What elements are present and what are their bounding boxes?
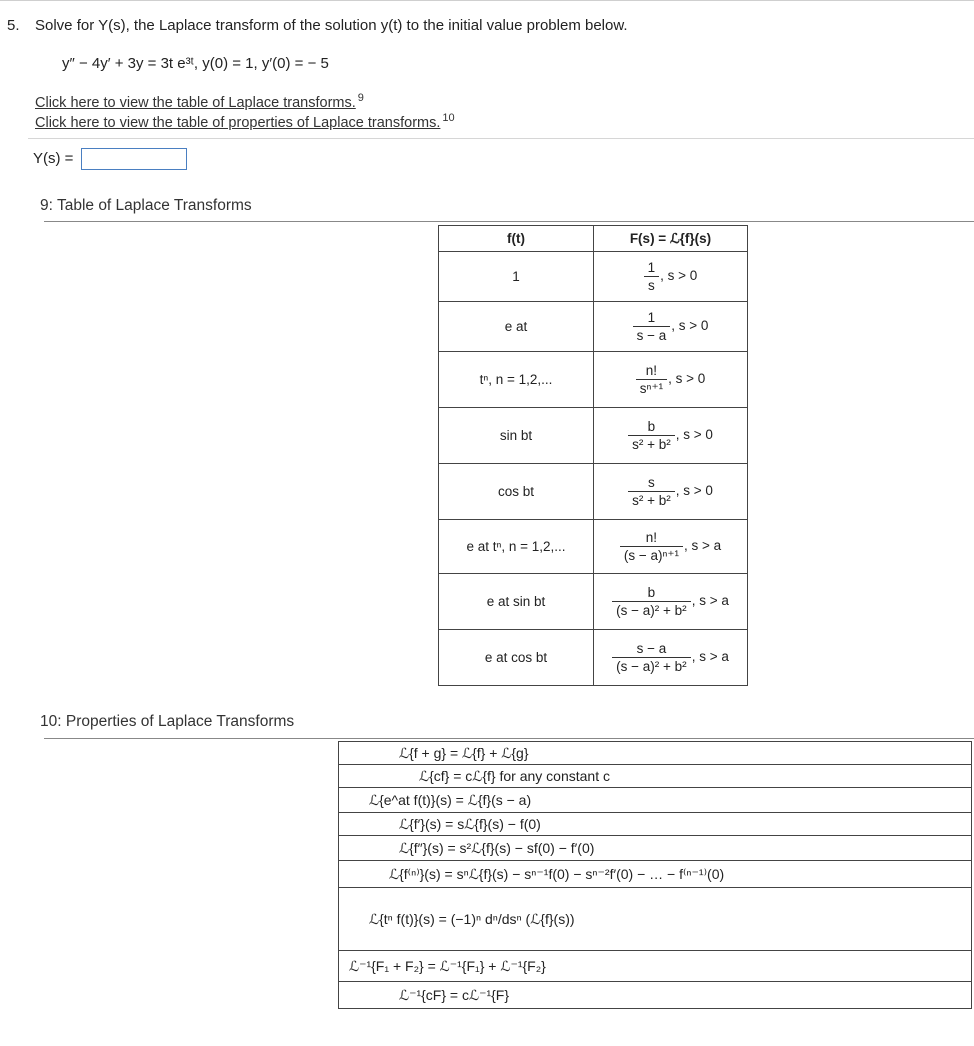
F-cell [594,302,748,352]
fraction [620,529,683,564]
F-cell [594,520,748,574]
property-row [339,813,972,836]
denominator: (s − a)ⁿ⁺¹ [623,548,680,563]
fraction [612,584,691,619]
property-row [339,982,972,1009]
fraction [636,362,667,397]
f-cell: sin bt [439,408,594,464]
denominator: s − a [636,328,667,343]
F-cell [594,574,748,630]
table-row [439,408,748,464]
numerator: 1 [633,309,671,327]
property-row [339,742,972,765]
property-row [339,836,972,861]
property-row [339,888,972,951]
property-cell: ℒ{f + g} = ℒ{f} + ℒ{g} [339,742,972,765]
condition: , s > 0 [668,371,706,387]
condition: , s > 0 [675,427,713,443]
denominator: s² + b² [632,493,671,508]
f-cell: e at cos bt [439,630,594,686]
f-cell: e at sin bt [439,574,594,630]
section-divider [44,221,974,222]
table-row [439,520,748,574]
numerator: n! [620,529,683,547]
question-text: Solve for Y(s), the Laplace transform of the solution y(t) to the initial value problem below. [35,17,628,34]
condition: , s > 0 [660,268,698,284]
F-cell [594,252,748,302]
table-row [439,464,748,520]
property-cell: ℒ⁻¹{F₁ + F₂} = ℒ⁻¹{F₁} + ℒ⁻¹{F₂} [339,951,972,982]
numerator: s − a [612,640,691,658]
ivp-equation: y″ − 4y′ + 3y = 3t e³ᵗ, y(0) = 1, y′(0) = − 5 [62,55,329,72]
f-cell: e at [439,302,594,352]
f-cell: 1 [439,252,594,302]
fraction [628,418,675,453]
laplace-table-title: 9: Table of Laplace Transforms [40,197,252,214]
fraction [633,309,671,344]
table-row [439,574,748,630]
condition: , s > a [684,538,722,554]
answer-label: Y(s) = [33,150,74,167]
F-cell [594,352,748,408]
numerator: b [612,584,691,602]
properties-table-link[interactable]: Click here to view the table of properties of Laplace transforms. $^{10}$ [35,112,455,131]
condition: , s > 0 [671,318,709,334]
property-row [339,861,972,888]
condition: , s > a [691,649,729,665]
F-cell [594,464,748,520]
property-row [339,951,972,982]
denominator: s [648,278,655,293]
numerator: s [628,474,675,492]
condition: , s > a [691,593,729,609]
numerator: 1 [644,259,660,277]
property-cell: ℒ⁻¹{cF} = cℒ⁻¹{F} [339,982,972,1009]
property-row [339,765,972,788]
f-cell: tⁿ, n = 1,2,... [439,352,594,408]
header-f: f(t) [439,226,594,252]
table-row [439,630,748,686]
property-cell: ℒ{f⁽ⁿ⁾}(s) = sⁿℒ{f}(s) − sⁿ⁻¹f(0) − sⁿ⁻²f′(0) − … − f⁽ⁿ⁻¹⁾(0) [339,861,972,888]
denominator: sⁿ⁺¹ [639,381,664,396]
question-number: 5. [7,17,20,34]
header-F: F(s) = ℒ{f}(s) [594,226,748,252]
numerator: n! [636,362,667,380]
section-divider [44,738,974,739]
fraction [628,474,675,509]
property-cell: ℒ{cf} = cℒ{f} for any constant c [339,765,972,788]
property-cell: ℒ{tⁿ f(t)}(s) = (−1)ⁿ dⁿ/dsⁿ (ℒ{f}(s)) [339,888,972,951]
laplace-table-link[interactable]: Click here to view the table of Laplace transforms. $^9$ [35,92,364,111]
denominator: s² + b² [632,437,671,452]
numerator: b [628,418,675,436]
property-row [339,788,972,813]
f-cell: e at tⁿ, n = 1,2,... [439,520,594,574]
condition: , s > 0 [675,483,713,499]
table-row [439,302,748,352]
F-cell [594,408,748,464]
properties-table [338,741,972,1009]
denominator: (s − a)² + b² [616,603,687,618]
denominator: (s − a)² + b² [616,659,687,674]
f-cell: cos bt [439,464,594,520]
table-row [439,252,748,302]
property-cell: ℒ{f″}(s) = s²ℒ{f}(s) − sf(0) − f′(0) [339,836,972,861]
fraction [612,640,691,675]
properties-table-title: 10: Properties of Laplace Transforms [40,713,295,730]
laplace-table [438,225,748,686]
property-cell: ℒ{e^at f(t)}(s) = ℒ{f}(s − a) [339,788,972,813]
divider [28,138,974,139]
property-cell: ℒ{f′}(s) = sℒ{f}(s) − f(0) [339,813,972,836]
top-divider [0,0,974,1]
table-row [439,352,748,408]
fraction [644,259,660,294]
F-cell [594,630,748,686]
answer-input[interactable] [81,148,187,170]
